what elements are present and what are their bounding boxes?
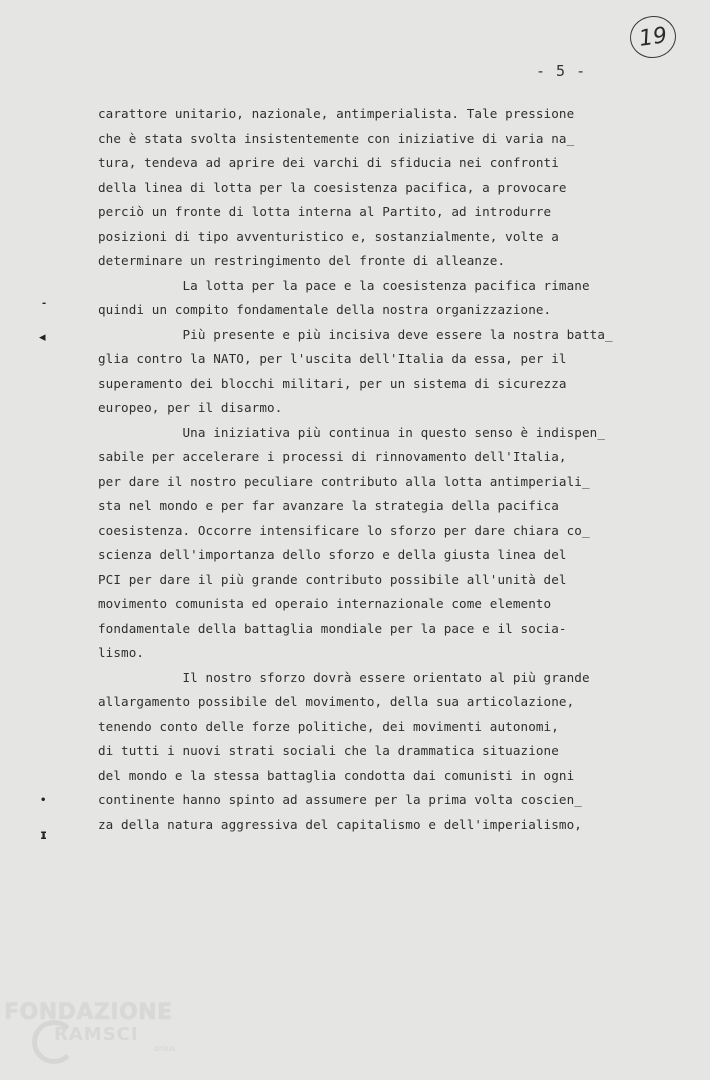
text-line: determinare un restringimento del fronte di alleanze. [98,253,506,268]
margin-tick-mark: - [42,298,47,309]
page-number: - 5 - [536,62,587,80]
text-line: europeo, per il disarmo. [98,400,283,415]
text-line: superamento dei blocchi militari, per un sistema di sicurezza [98,375,567,391]
typed-body-text [98,102,658,837]
text-line: per dare il nostro peculiare contributo alla lotta antimperiali_ [98,473,590,489]
text-line: che è stata svolta insistentemente con iniziative di varia na_ [98,130,575,146]
margin-arrow-mark: ◂ [39,330,46,345]
text-line: continente hanno spinto ad assumere per la prima volta coscien_ [98,792,582,807]
text-line: quindi un compito fondamentale della nostra organizzazione. [98,302,552,317]
text-line: del mondo e la stessa battaglia condotta dai comunisti in ogni [98,767,575,783]
text-line: di tutti i nuovi strati sociali che la drammatica situazione [98,743,559,758]
watermark-suffix: onlus [154,1044,176,1053]
text-line: La lotta per la pace e la coesistenza pacifica rimane [98,277,590,293]
margin-pin-mark: ɪ [40,828,48,843]
text-line: tura, tendeva ad aprire dei varchi di sfiducia nei confronti [98,155,559,170]
text-line: fondamentale della battaglia mondiale per la pace e il socia- [98,620,567,636]
text-line: glia contro la NATO, per l'uscita dell'Italia da essa, per il [98,351,567,366]
text-line: perciò un fronte di lotta interna al Partito, ad introdurre [98,204,552,219]
folio-number-circled [627,13,678,61]
text-line: scienza dell'importanza dello sforzo e della giusta linea del [98,547,567,562]
watermark-line2: RAMSCI [54,1024,139,1045]
text-line: allargamento possibile del movimento, della sua articolazione, [98,694,575,709]
text-line: tenendo conto delle forze politiche, dei movimenti autonomi, [98,718,559,734]
text-line: Più presente e più incisiva deve essere la nostra batta_ [98,326,613,342]
text-line: coesistenza. Occorre intensificare lo sforzo per dare chiara co_ [98,522,590,538]
watermark-line1: FONDAZIONE [4,1000,173,1025]
text-line: della linea di lotta per la coesistenza pacifica, a provocare [98,179,567,195]
text-line: Il nostro sforzo dovrà essere orientato al più grande [98,669,590,685]
text-line: lismo. [98,645,145,660]
text-line: PCI per dare il più grande contributo possibile all'unità del [98,571,567,587]
folio-number: 19 [637,22,669,52]
text-line: carattore unitario, nazionale, antimperialista. Tale pressione [98,106,575,121]
fondazione-gramsci-watermark [4,1000,204,1070]
text-line: posizioni di tipo avventuristico e, sostanzialmente, volte a [98,228,559,244]
text-line: sabile per accelerare i processi di rinnovamento dell'Italia, [98,449,567,464]
text-line: za della natura aggressiva del capitalismo e dell'imperialismo, [98,816,582,832]
margin-dot-mark: • [40,795,47,806]
text-line: Una iniziativa più continua in questo senso è indispen_ [98,424,606,440]
text-line: sta nel mondo e per far avanzare la strategia della pacifica [98,498,559,513]
text-line: movimento comunista ed operaio internazionale come elemento [98,596,552,611]
